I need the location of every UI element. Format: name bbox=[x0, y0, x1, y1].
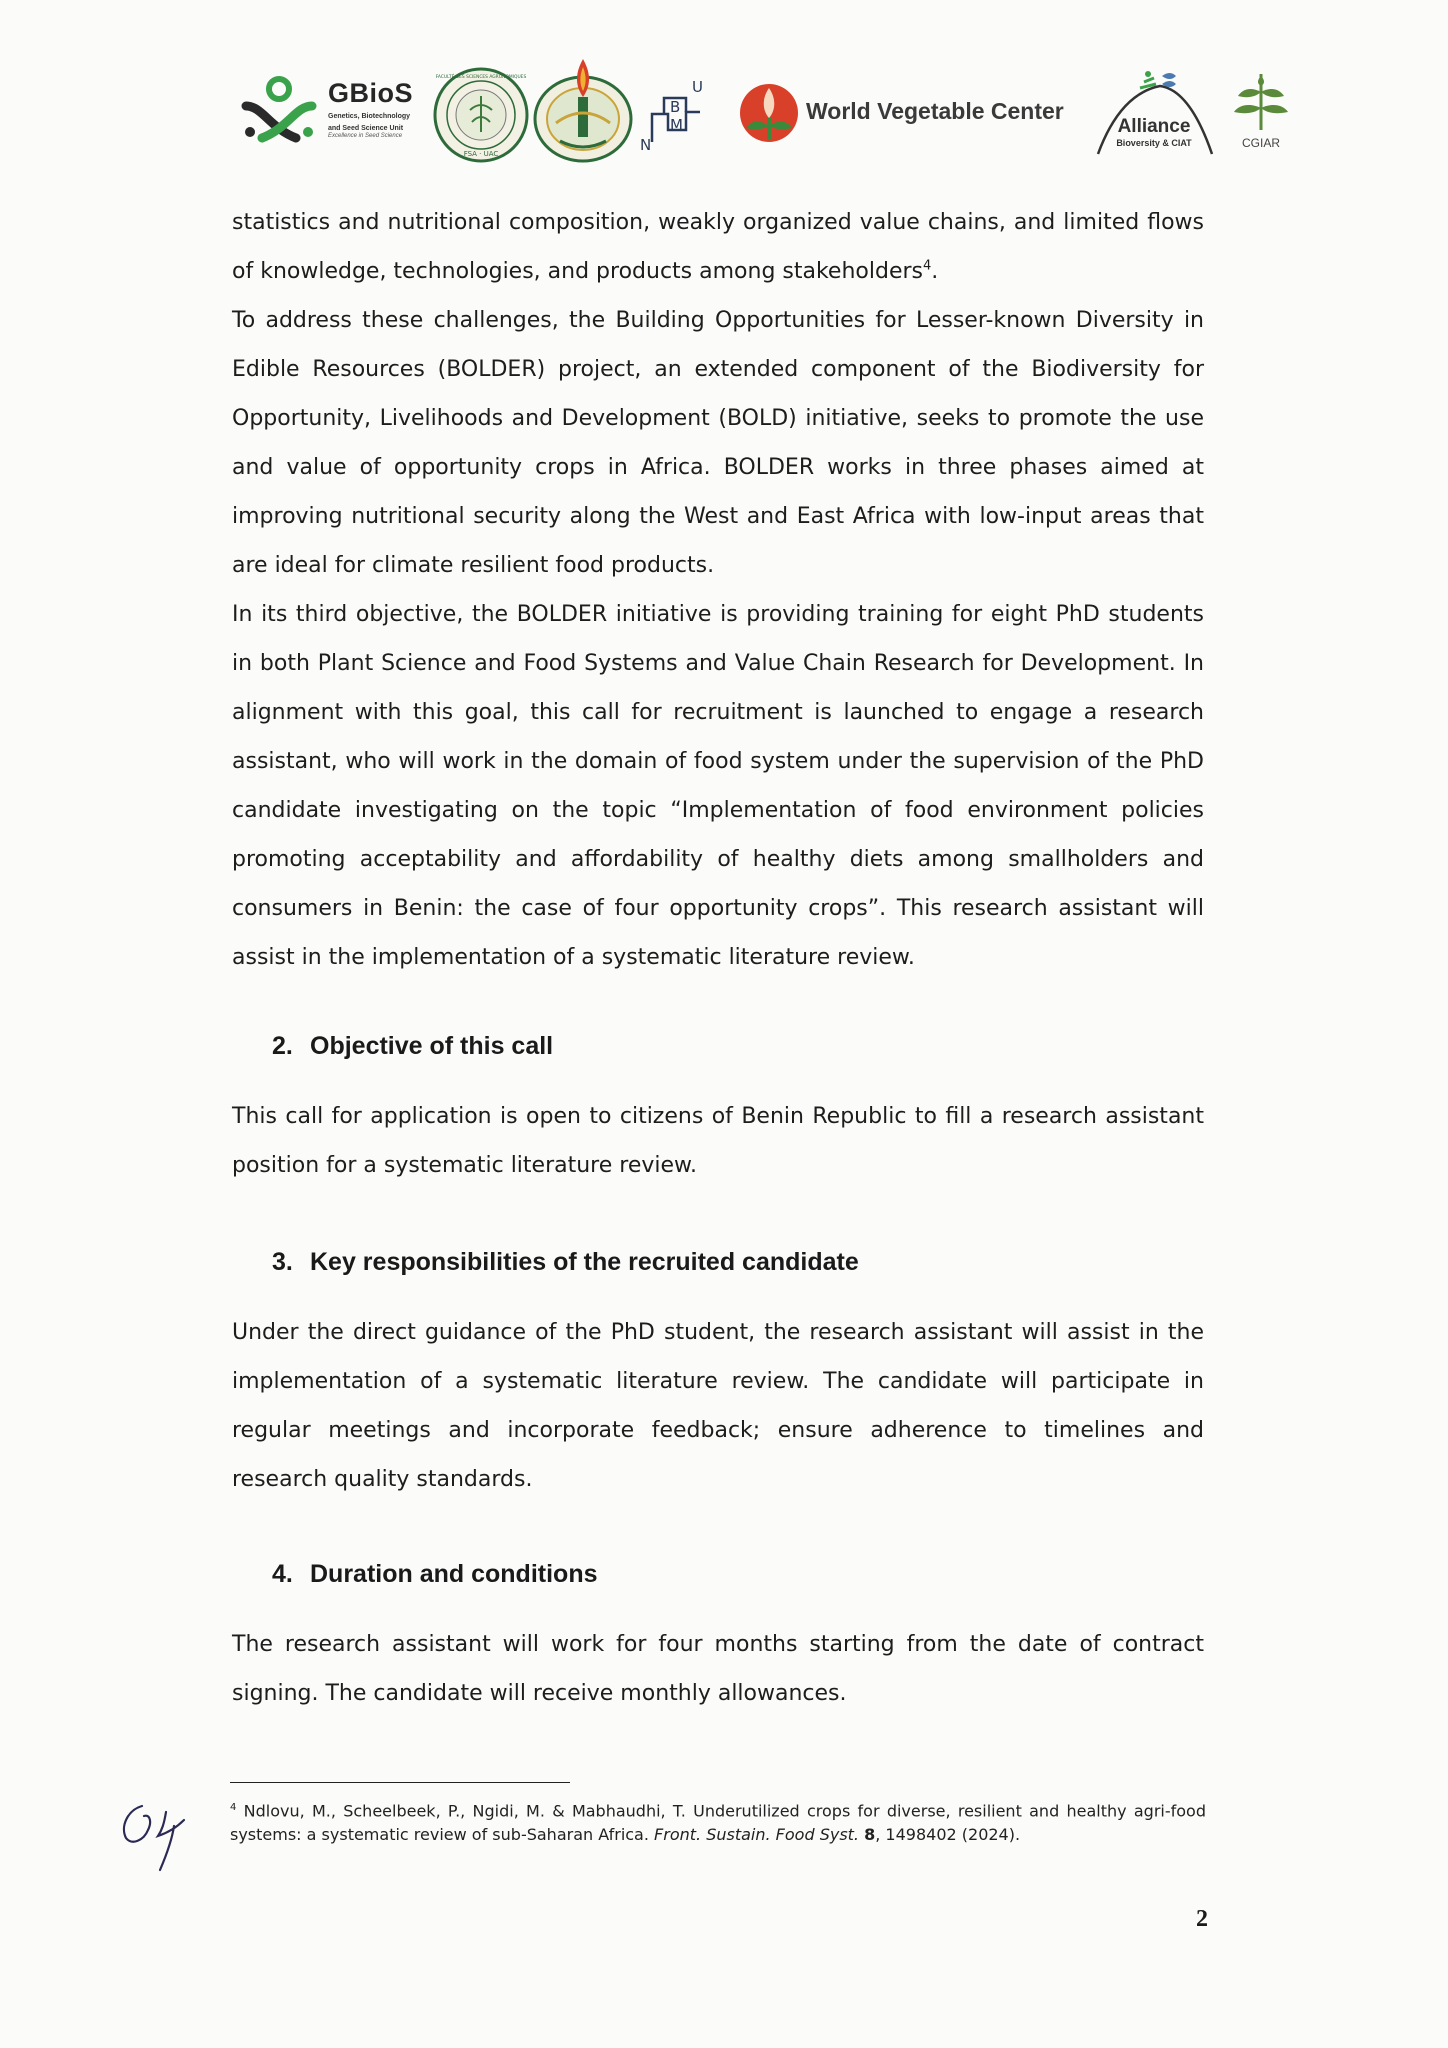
cgiar-logo bbox=[1230, 70, 1292, 160]
gbios-motto: Excellence in Seed Science bbox=[328, 133, 403, 139]
gbios-subtitle-2: and Seed Science Unit bbox=[328, 125, 404, 132]
gbios-subtitle-1: Genetics, Biotechnology bbox=[328, 113, 411, 120]
section-title: Duration and conditions bbox=[310, 1560, 598, 1588]
section-heading-responsibilities bbox=[272, 1248, 859, 1277]
cgiar-name: CGIAR bbox=[1241, 136, 1280, 150]
section-paragraph: Under the direct guidance of the PhD student, the research assistant will assist in the implementation of a systematic literature review. The candidate will participate in regular meetings and incorporate feedback; ensure adherence to timelines and research quality standards. bbox=[232, 1320, 1204, 1492]
page-number: 2 bbox=[1196, 1906, 1208, 1932]
section-paragraph: This call for application is open to citizens of Benin Republic to fill a research assistant position for a systematic literature review. bbox=[232, 1104, 1204, 1178]
footnote-journal: Front. Sustain. Food Syst. bbox=[654, 1825, 860, 1845]
section-text-objective bbox=[232, 1092, 1204, 1190]
intro-paragraph-1-end: . bbox=[931, 259, 939, 284]
section-text-responsibilities bbox=[232, 1308, 1204, 1504]
gbios-name: GBioS bbox=[328, 78, 414, 108]
nbmu-logo-icon bbox=[634, 74, 718, 156]
section-heading-objective bbox=[272, 1032, 553, 1061]
footnote bbox=[230, 1796, 1206, 1847]
alliance-logo bbox=[1090, 64, 1220, 160]
intro-paragraph-1-text: statistics and nutritional composition, weakly organized value chains, and limited flows of knowledge, technologies, and products among stakeholders bbox=[232, 210, 1204, 284]
gbios-logo-icon bbox=[240, 76, 318, 146]
section-title: Objective of this call bbox=[310, 1032, 554, 1060]
section-heading-duration bbox=[272, 1560, 598, 1589]
footnote-citation: Ndlovu, M., Scheelbeek, P., Ngidi, M. & Mabhaudhi, T. Underutilized crops for diverse, resilient and healthy agri-food systems: a systematic review of sub-Saharan Africa. bbox=[230, 1801, 1207, 1845]
intro-text bbox=[232, 198, 1204, 982]
footnote-marker: 4 bbox=[230, 1802, 237, 1813]
header-logo-bar bbox=[240, 48, 1300, 158]
section-number: 2. bbox=[272, 1032, 293, 1060]
fsa-seal-ring-text: FACULTÉ DES SCIENCES AGRONOMIQUES bbox=[435, 75, 527, 80]
section-number: 3. bbox=[272, 1248, 293, 1276]
section-title: Key responsibilities of the recruited candidate bbox=[310, 1248, 859, 1276]
footnote-volume: 8 bbox=[864, 1825, 876, 1845]
intro-paragraph-3: In its third objective, the BOLDER initiative is providing training for eight PhD students in both Plant Science and Food Systems and Value Chain Research for Development. In alignment with this goal, this call for recruitment is launched to engage a research assistant, who will work in the domain of food system under the supervision of the PhD candidate investigating on the topic “Implementation of food environment policies promoting acceptability and affordability of healthy diets among smallholders and consumers in Benin: the case of four opportunity crops”. This research assistant will assist in the implementation of a systematic literature review. bbox=[232, 602, 1204, 970]
world-vegetable-center-icon bbox=[738, 82, 800, 144]
section-text-duration bbox=[232, 1620, 1204, 1718]
nbmu-letter-n: N bbox=[640, 136, 652, 154]
world-vegetable-center-name: World Vegetable Center bbox=[806, 98, 1064, 124]
intro-paragraph-2: To address these challenges, the Building Opportunities for Lesser-known Diversity in Edible Resources (BOLDER) project, an extended component of the Biodiversity for Opportunity, Livelihoods and Development (BOLD) initiative, seeks to promote the use and value of opportunity crops in Africa. BOLDER works in three phases aimed at improving nutritional security along the West and East Africa with low-input areas that are ideal for climate resilient food products. bbox=[232, 308, 1204, 578]
alliance-name: Alliance bbox=[1117, 116, 1191, 137]
cgiar-plant-icon bbox=[1230, 70, 1292, 136]
fsa-seal-bottom-text: FSA · UAC bbox=[463, 150, 499, 158]
nbmu-letter-b: B bbox=[670, 98, 681, 116]
footnote-reference: 4 bbox=[922, 258, 932, 274]
intro-paragraph-1 bbox=[232, 198, 1204, 296]
section-paragraph: The research assistant will work for four months starting from the date of contract signing. The candidate will receive monthly allowances. bbox=[232, 1632, 1204, 1706]
fsa-seal-icon bbox=[432, 66, 530, 164]
nbmu-letter-u: U bbox=[692, 78, 703, 96]
section-number: 4. bbox=[272, 1560, 293, 1588]
handwritten-initials-signature bbox=[112, 1796, 196, 1876]
nbmu-letter-m: M bbox=[670, 116, 683, 134]
footnote-pages-year: , 1498402 (2024). bbox=[875, 1825, 1021, 1845]
alliance-subtitle: Bioversity & CIAT bbox=[1116, 138, 1192, 148]
university-seal-icon bbox=[530, 53, 636, 165]
footnote-divider bbox=[230, 1782, 570, 1783]
